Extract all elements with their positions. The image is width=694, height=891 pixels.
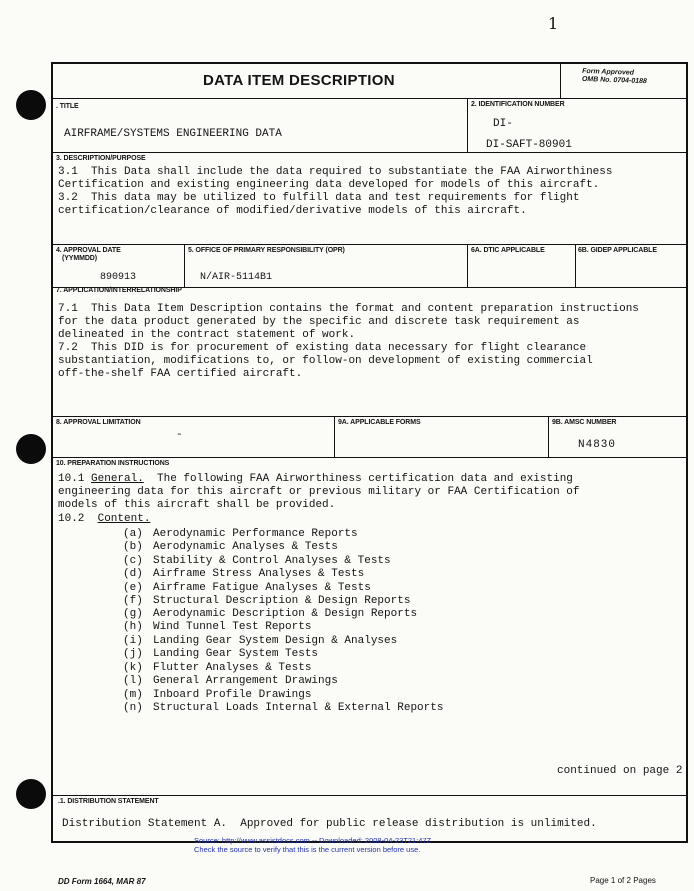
source-line: Source: http://www.assistdocs.com -- Downloaded: 2008-04-23T21:47Z [194,836,432,845]
content-item: (c) Stability & Control Analyses & Tests [123,555,391,567]
content-item: (j) Landing Gear System Tests [123,648,319,660]
application-line: 7.1 This Data Item Description contains the format and content preparation instructions [58,303,639,315]
source-verify-line: Check the source to verify that this is the current version before use. [194,845,421,854]
binder-hole-top [16,90,46,120]
approval-date-value: 890913 [100,272,137,283]
description-line: 3.2 This data may be utilized to fulfill data and test requirements for flight [58,192,580,204]
content-item: (g) Aerodynamic Description & Design Reports [123,608,418,620]
form-approved-stamp: Form Approved OMB No. 0704-0188 [581,67,647,86]
description-line: Certification and existing engineering data developed for models of this aircraft. [58,179,600,191]
content-item: (f) Structural Description & Design Reports [123,595,411,607]
approval-date-sublabel: (YYMMDD) [62,255,97,262]
content-item: (e) Airframe Fatigue Analyses & Tests [123,582,371,594]
page-number: Page 1 of 2 Pages [590,876,656,885]
amsc-number-value: N4830 [578,439,617,451]
distribution-statement: Distribution Statement A. Approved for public release distribution is unlimited. [62,818,597,830]
opr-value: N/AIR-5114B1 [200,272,273,283]
application-line: for the data product generated by the specific and discrete task requirement as [58,316,580,328]
preparation-label: 10. PREPARATION INSTRUCTIONS [56,460,170,467]
approval-limitation-label: 8. APPROVAL LIMITATION [56,419,141,426]
binder-hole-middle [16,434,46,464]
page-mark: 1 [548,14,559,33]
content-item: (m) Inboard Profile Drawings [123,689,312,701]
content-item: (b) Aerodynamic Analyses & Tests [123,541,338,553]
identification-value-prefix: DI- [493,118,513,130]
application-line: delineated in the contract statement of work. [58,329,356,341]
description-label: 3. DESCRIPTION/PURPOSE [56,155,146,162]
application-label: 7. APPLICATION/INTERRELATIONSHIP [56,287,182,294]
page-title: DATA ITEM DESCRIPTION [203,72,395,89]
content-item: (n) Structural Loads Internal & External Reports [123,702,444,714]
general-line: models of this aircraft shall be provided. [58,499,336,511]
continued-note: continued on page 2 [557,765,683,777]
form-identifier: DD Form 1664, MAR 87 [58,877,146,886]
general-line: engineering data for this aircraft or previous military or FAA Certification of [58,486,580,498]
gidep-applicable-label: 6B. GIDEP APPLICABLE [578,247,657,254]
content-item: (d) Airframe Stress Analyses & Tests [123,568,365,580]
distribution-label: .1. DISTRIBUTION STATEMENT [58,798,159,805]
approval-limitation-value: - [176,429,183,441]
content-item: (i) Landing Gear System Design & Analyses [123,635,398,647]
approval-date-label: 4. APPROVAL DATE [56,247,121,254]
content-item: (a) Aerodynamic Performance Reports [123,528,358,540]
content-item: (k) Flutter Analyses & Tests [123,662,312,674]
application-line: 7.2 This DID is for procurement of existing data necessary for flight clearance [58,342,587,354]
description-line: certification/clearance of modified/derivative models of this aircraft. [58,205,527,217]
description-line: 3.1 This Data shall include the data required to substantiate the FAA Airworthiness [58,166,613,178]
content-heading: 10.2 Content. [58,513,151,525]
applicable-forms-label: 9A. APPLICABLE FORMS [338,419,421,426]
opr-label: 5. OFFICE OF PRIMARY RESPONSIBILITY (OPR) [188,247,345,254]
amsc-number-label: 9B. AMSC NUMBER [552,419,617,426]
content-item: (h) Wind Tunnel Test Reports [123,621,312,633]
general-paragraph: 10.1 General. The following FAA Airworthiness certification data and existing [58,473,573,485]
identification-value: DI-SAFT-80901 [486,139,572,151]
binder-hole-bottom [16,779,46,809]
dtic-applicable-label: 6A. DTIC APPLICABLE [471,247,545,254]
application-line: off-the-shelf FAA certified aircraft. [58,368,303,380]
title-label: . TITLE [56,103,79,110]
application-line: substantiation, modifications to, or follow-on development of existing commercial [58,355,593,367]
title-value: AIRFRAME/SYSTEMS ENGINEERING DATA [64,128,282,140]
identification-label: 2. IDENTIFICATION NUMBER [471,101,565,108]
content-item: (l) General Arrangement Drawings [123,675,338,687]
